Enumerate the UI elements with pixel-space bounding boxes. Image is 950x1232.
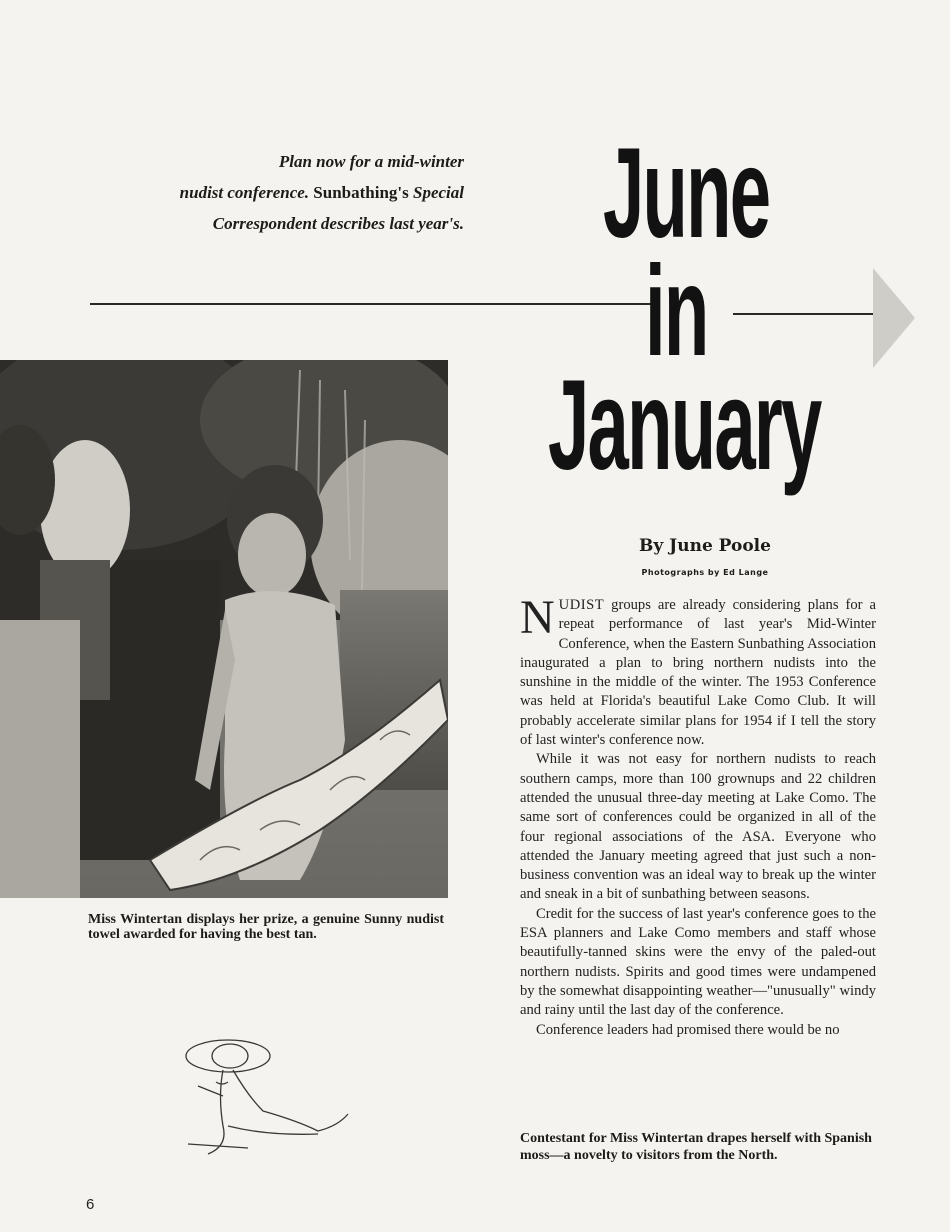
byline: By June Poole [639,536,771,556]
paragraph-lead-word: UDIST [558,597,605,613]
article-body [520,591,876,1040]
article-paragraph-2: While it was not easy for northern nudists to reach southern camps, more than 100 grownups and 22 children attended the unusual three-day meeting at Lake Como. The same sort of conferences could be organized in all of the four regional associations of the ASA. Everyone who attended the January meeting agreed that just such a non-business convention was an ideal way to break up the winter and sneak in a bit of sunbathing between seasons. [520,751,876,903]
headline-word-in: in [645,240,708,383]
drop-cap: N [520,591,555,644]
headline-word-june: June [603,122,770,265]
arrow-right-icon [873,268,915,368]
deck-intro [120,150,464,243]
deck-line-2-italic-end: Special [413,183,464,202]
paragraph-1-text: groups are already considering plans for a repeat performance of last year's Mid-Winter Conference, when the Eastern Sunbathing Association inaugurated a plan to bring northern nudists into the sunshine in the middle of the winter. The 1953 Conference was held at Florida's beautiful Lake Como Club. It will probably accelerate similar plans for 1954 if I tell the story of last winter's conference now. [520,597,876,749]
sunbather-sketch [168,1026,358,1166]
deck-line-2-italic: nudist conference. [179,183,310,202]
article-paragraph-4: Conference leaders had promised there would be no [536,1021,840,1038]
page-number: 6 [86,1196,95,1213]
photo-illustration [0,360,448,898]
deck-line-2-normal: Sunbathing's [313,183,409,202]
deck-line-3: Correspondent describes last year's. [212,214,464,233]
photo-caption: Miss Wintertan displays her prize, a genuine Sunny nudist towel awarded for having the best tan. [88,912,444,942]
article-paragraph-3: Credit for the success of last year's conference goes to the ESA planners and Lake Como members and staff whose beautifully-tanned skins were the envy of the paled-out northern nudists. Spirits and good times were undampened by the somewhat disappointing weather—"unusually" windy and rainy until the last day of the conference. [520,905,876,1019]
bottom-caption: Contestant for Miss Wintertan drapes herself with Spanish moss—a novelty to visitors from the North. [520,1131,872,1163]
headline-rule-right [733,313,873,315]
photo-credit: Photographs by Ed Lange [641,568,769,577]
headline-word-january: January [548,354,821,497]
deck-line-1: Plan now for a mid-winter [278,152,464,171]
headline-rule-left [90,303,655,305]
article-photo [0,360,448,898]
article-paragraph-1 [520,591,876,750]
